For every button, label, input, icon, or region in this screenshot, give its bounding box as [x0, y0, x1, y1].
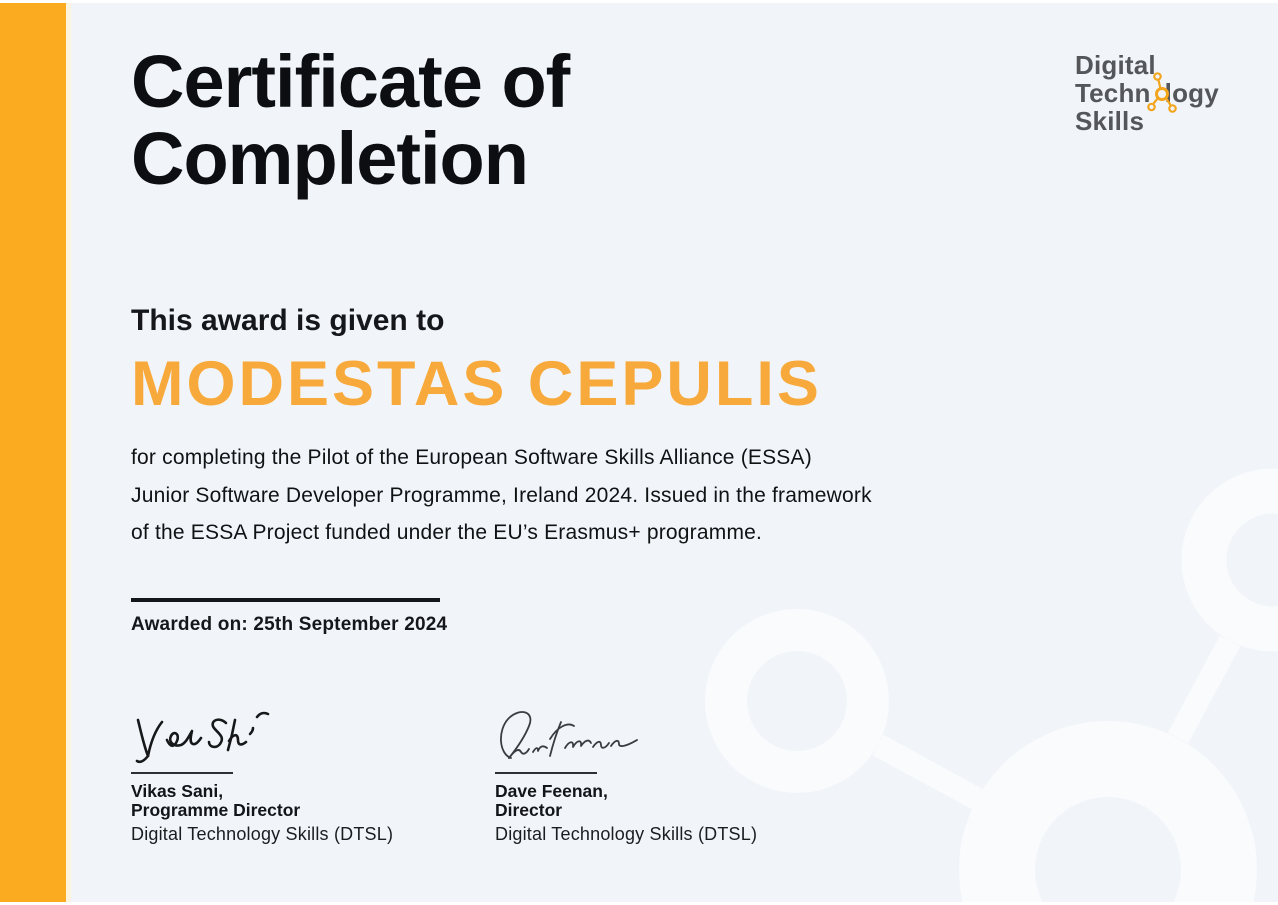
signer-name: Vikas Sani, [131, 781, 224, 801]
logo-line-2: Techn logy [1075, 79, 1219, 107]
awarded-date: Awarded on: 25th September 2024 [131, 614, 448, 635]
signer-title: Director [495, 799, 563, 820]
page-title [131, 40, 570, 200]
description-line: for completing the Pilot of the European Software Skills Alliance (ESSA) [131, 446, 812, 469]
signature-vikas-sani-icon [131, 706, 461, 768]
title-line-2: Completion [131, 117, 528, 200]
logo-line-3: Skills [1075, 106, 1145, 136]
recipient-name: MODESTAS CEPULIS [131, 349, 822, 419]
award-intro-text: This award is given to [131, 304, 445, 337]
signature-block-director [495, 706, 825, 845]
title-line-1: Certificate of [131, 40, 570, 123]
signature-dave-feenan-icon [495, 706, 825, 768]
description-line: Junior Software Developer Programme, Ireland 2024. Issued in the framework [131, 483, 872, 507]
certificate-body [71, 3, 1278, 902]
signer-organisation: Digital Technology Skills (DTSL) [131, 824, 394, 844]
award-description [131, 439, 872, 552]
brand-logo [1075, 51, 1219, 135]
signature-block-programme-director [131, 706, 461, 845]
signer-name: Dave Feenan, [495, 781, 608, 801]
network-icon [1151, 82, 1165, 102]
left-accent-band [0, 3, 66, 902]
signature-rule [495, 772, 597, 774]
logo-line-1: Digital [1075, 50, 1156, 80]
date-divider [131, 598, 440, 602]
signer-organisation: Digital Technology Skills (DTSL) [495, 824, 758, 844]
signer-title: Programme Director [131, 799, 301, 820]
description-line: of the ESSA Project funded under the EU’s Erasmus+ programme. [131, 521, 763, 544]
signature-rule [131, 772, 233, 774]
